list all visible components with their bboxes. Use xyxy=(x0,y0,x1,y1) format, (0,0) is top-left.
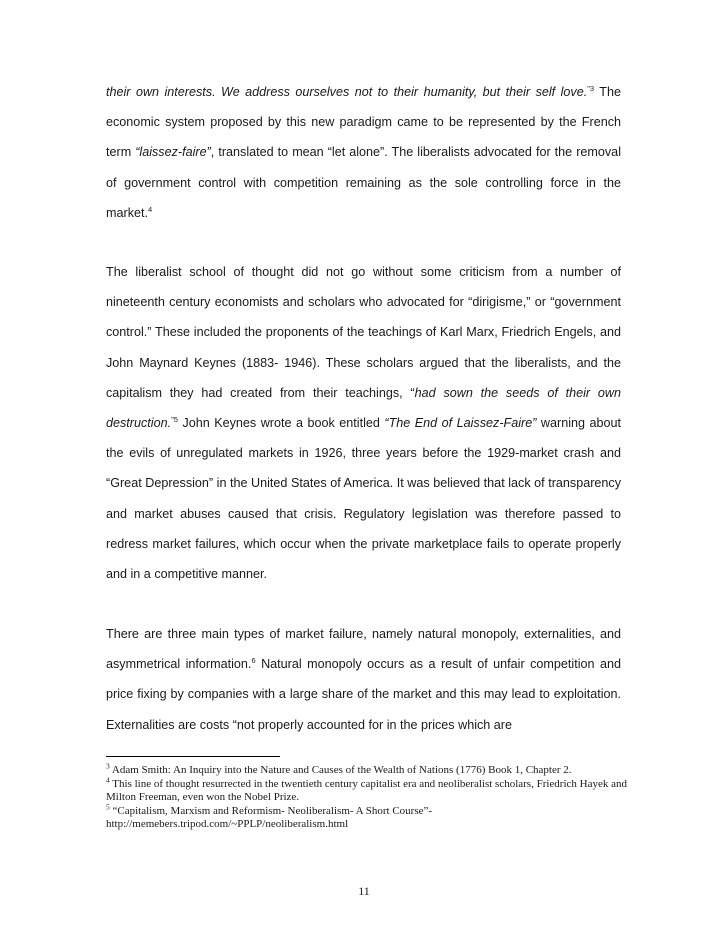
footnote-4 xyxy=(106,774,631,805)
footnote-reference: 4 xyxy=(148,204,153,214)
italic-text: had sown the seeds of their own destruction. xyxy=(106,385,622,431)
footnote-number: 5 xyxy=(106,801,110,811)
footnote-separator xyxy=(106,756,280,757)
body-text: The liberalist school of thought did not go without some criticism from a number of nineteenth century economists and scholars who advocated for “dirigisme,” or “government control.” These included the proponents of the teachings of Karl Marx, Friedrich Engels, and John Maynard Keynes (1883- 1946). These scholars argued that the liberalists, and the capitalism they had created from their teachings, “ xyxy=(106,265,621,400)
footnote-reference: 6 xyxy=(251,656,256,666)
footnote-text: This line of thought resurrected in the twentieth century capitalist era and neoliberalist scholars, Friedrich Hayek and Milton Freeman, even won the Nobel Prize. xyxy=(106,777,627,803)
paragraph-3 xyxy=(106,619,621,740)
body-text: Natural monopoly occurs as a result of unfair competition and price fixing by companies with a large share of the market and this may lead to exploitation. Externalities are costs “not properly accounted for in the prices which are xyxy=(106,657,621,732)
footnote-5 xyxy=(106,801,631,832)
footnote-text: “Capitalism, Marxism and Reformism- Neoliberalism- A Short Course”- http://memebers.tripod.com/~PPLP/neoliberalism.html xyxy=(106,804,433,830)
body-text: John Keynes wrote a book entitled xyxy=(177,416,385,431)
footnotes xyxy=(106,761,631,832)
footnote-number: 3 xyxy=(106,761,110,771)
italic-text: their own interests. We address ourselves not to their humanity, but their self love. xyxy=(106,85,588,99)
body-text: There are three main types of market failure, namely natural monopoly, externalities, and asymmetrical information. xyxy=(106,627,621,672)
footnote-number: 4 xyxy=(106,774,110,784)
body-text: warning about the evils of unregulated markets in 1926, three years before the 1929-market crash and “Great Depression” in the United States of America. It was believed that lack of transparency and market abuses caused that crisis. Regulatory legislation was therefore passed to redress market failures, which occur when the private marketplace fails to operate properly and in a competitive manner. xyxy=(106,416,622,582)
paragraph-1 xyxy=(106,77,621,228)
italic-text: “The End of Laissez-Faire” xyxy=(384,416,537,431)
body-text: , translated to mean “let alone”. The liberalists advocated for the removal of government control with competition remaining as the sole controlling force in the market. xyxy=(106,145,621,220)
footnote-reference: "3 xyxy=(587,83,595,93)
footnote-3 xyxy=(106,761,631,778)
footnote-text: Adam Smith: An Inquiry into the Nature and Causes of the Wealth of Nations (1776) Book 1, Chapter 2. xyxy=(109,764,572,776)
body-text: The economic system proposed by this new paradigm came to be represented by the French term xyxy=(106,85,621,160)
page-number: 11 xyxy=(358,884,370,898)
paragraph-2 xyxy=(106,257,621,589)
footnote-reference: "5 xyxy=(171,414,178,424)
italic-text: “laissez-faire” xyxy=(135,145,211,160)
